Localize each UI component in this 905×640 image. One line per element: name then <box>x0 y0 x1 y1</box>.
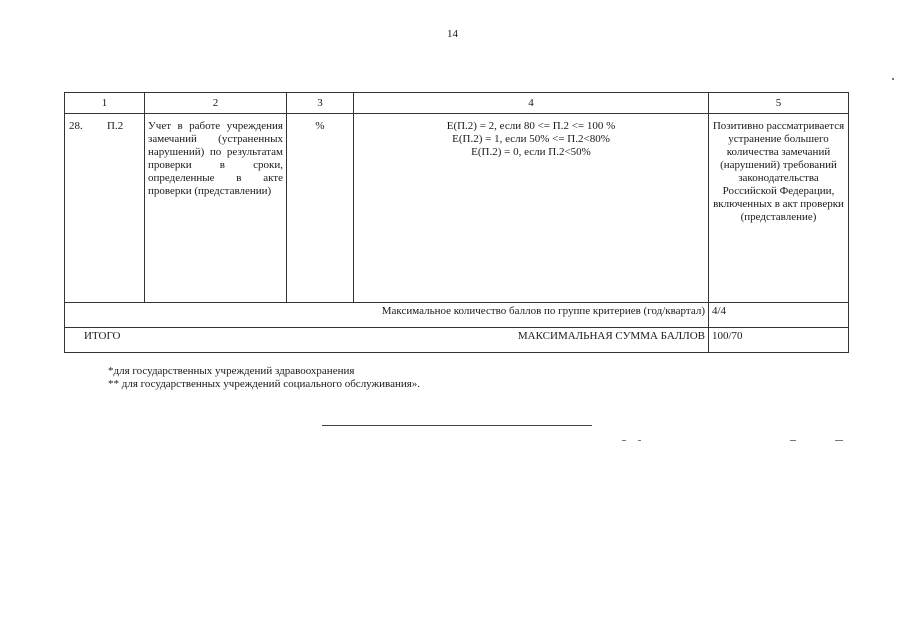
scan-speck <box>638 440 641 441</box>
header-col-5: 5 <box>709 93 849 114</box>
separator-line <box>322 425 592 426</box>
scan-speck <box>892 78 894 80</box>
header-col-2: 2 <box>145 93 287 114</box>
note-cell <box>709 114 849 303</box>
max-score-row <box>65 303 849 328</box>
max-score-value: 4/4 <box>709 303 849 328</box>
criterion-note: Позитивно рассматривается устранение большего количества замечаний (нарушений) требований законодательства Российской Федерации, включенных в акт проверки (представление) <box>712 120 845 223</box>
total-left-label: ИТОГО <box>84 330 121 342</box>
criterion-description-cell <box>145 114 287 303</box>
row-number-cell <box>65 114 145 303</box>
table-header-row <box>65 93 849 114</box>
row-number: 28. <box>69 120 83 132</box>
header-col-1: 1 <box>65 93 145 114</box>
criterion-description: Учет в работе учреждения замечаний (устраненных нарушений) по результатам проверки в сроки, определенные в акте проверки (представлении) <box>148 120 283 197</box>
footnote: *для государственных учреждений здравоохранения <box>108 365 355 377</box>
total-row <box>65 328 849 353</box>
unit: % <box>315 120 325 132</box>
formula-cell <box>354 114 709 303</box>
max-score-label: Максимальное количество баллов по группе критериев (год/квартал) <box>65 303 709 328</box>
scan-speck <box>835 440 843 441</box>
formula-line: Е(П.2) = 1, если 50% <= П.2<80% <box>452 133 610 145</box>
scan-speck <box>790 440 796 441</box>
header-col-3: 3 <box>287 93 354 114</box>
table-row <box>65 114 849 303</box>
page-number: 14 <box>447 28 458 40</box>
unit-cell <box>287 114 354 303</box>
header-col-4: 4 <box>354 93 709 114</box>
footnote: ** для государственных учреждений социального обслуживания». <box>108 378 421 390</box>
formula-line: Е(П.2) = 2, если 80 <= П.2 <= 100 % <box>446 120 616 132</box>
total-label-cell <box>65 328 709 353</box>
criteria-table <box>64 92 849 353</box>
total-label: МАКСИМАЛЬНАЯ СУММА БАЛЛОВ <box>517 330 705 342</box>
footnotes <box>108 365 420 391</box>
formula-line: Е(П.2) = 0, если П.2<50% <box>471 146 591 158</box>
total-value: 100/70 <box>709 328 849 353</box>
criterion-code: П.2 <box>107 120 124 132</box>
scan-speck <box>622 440 626 441</box>
